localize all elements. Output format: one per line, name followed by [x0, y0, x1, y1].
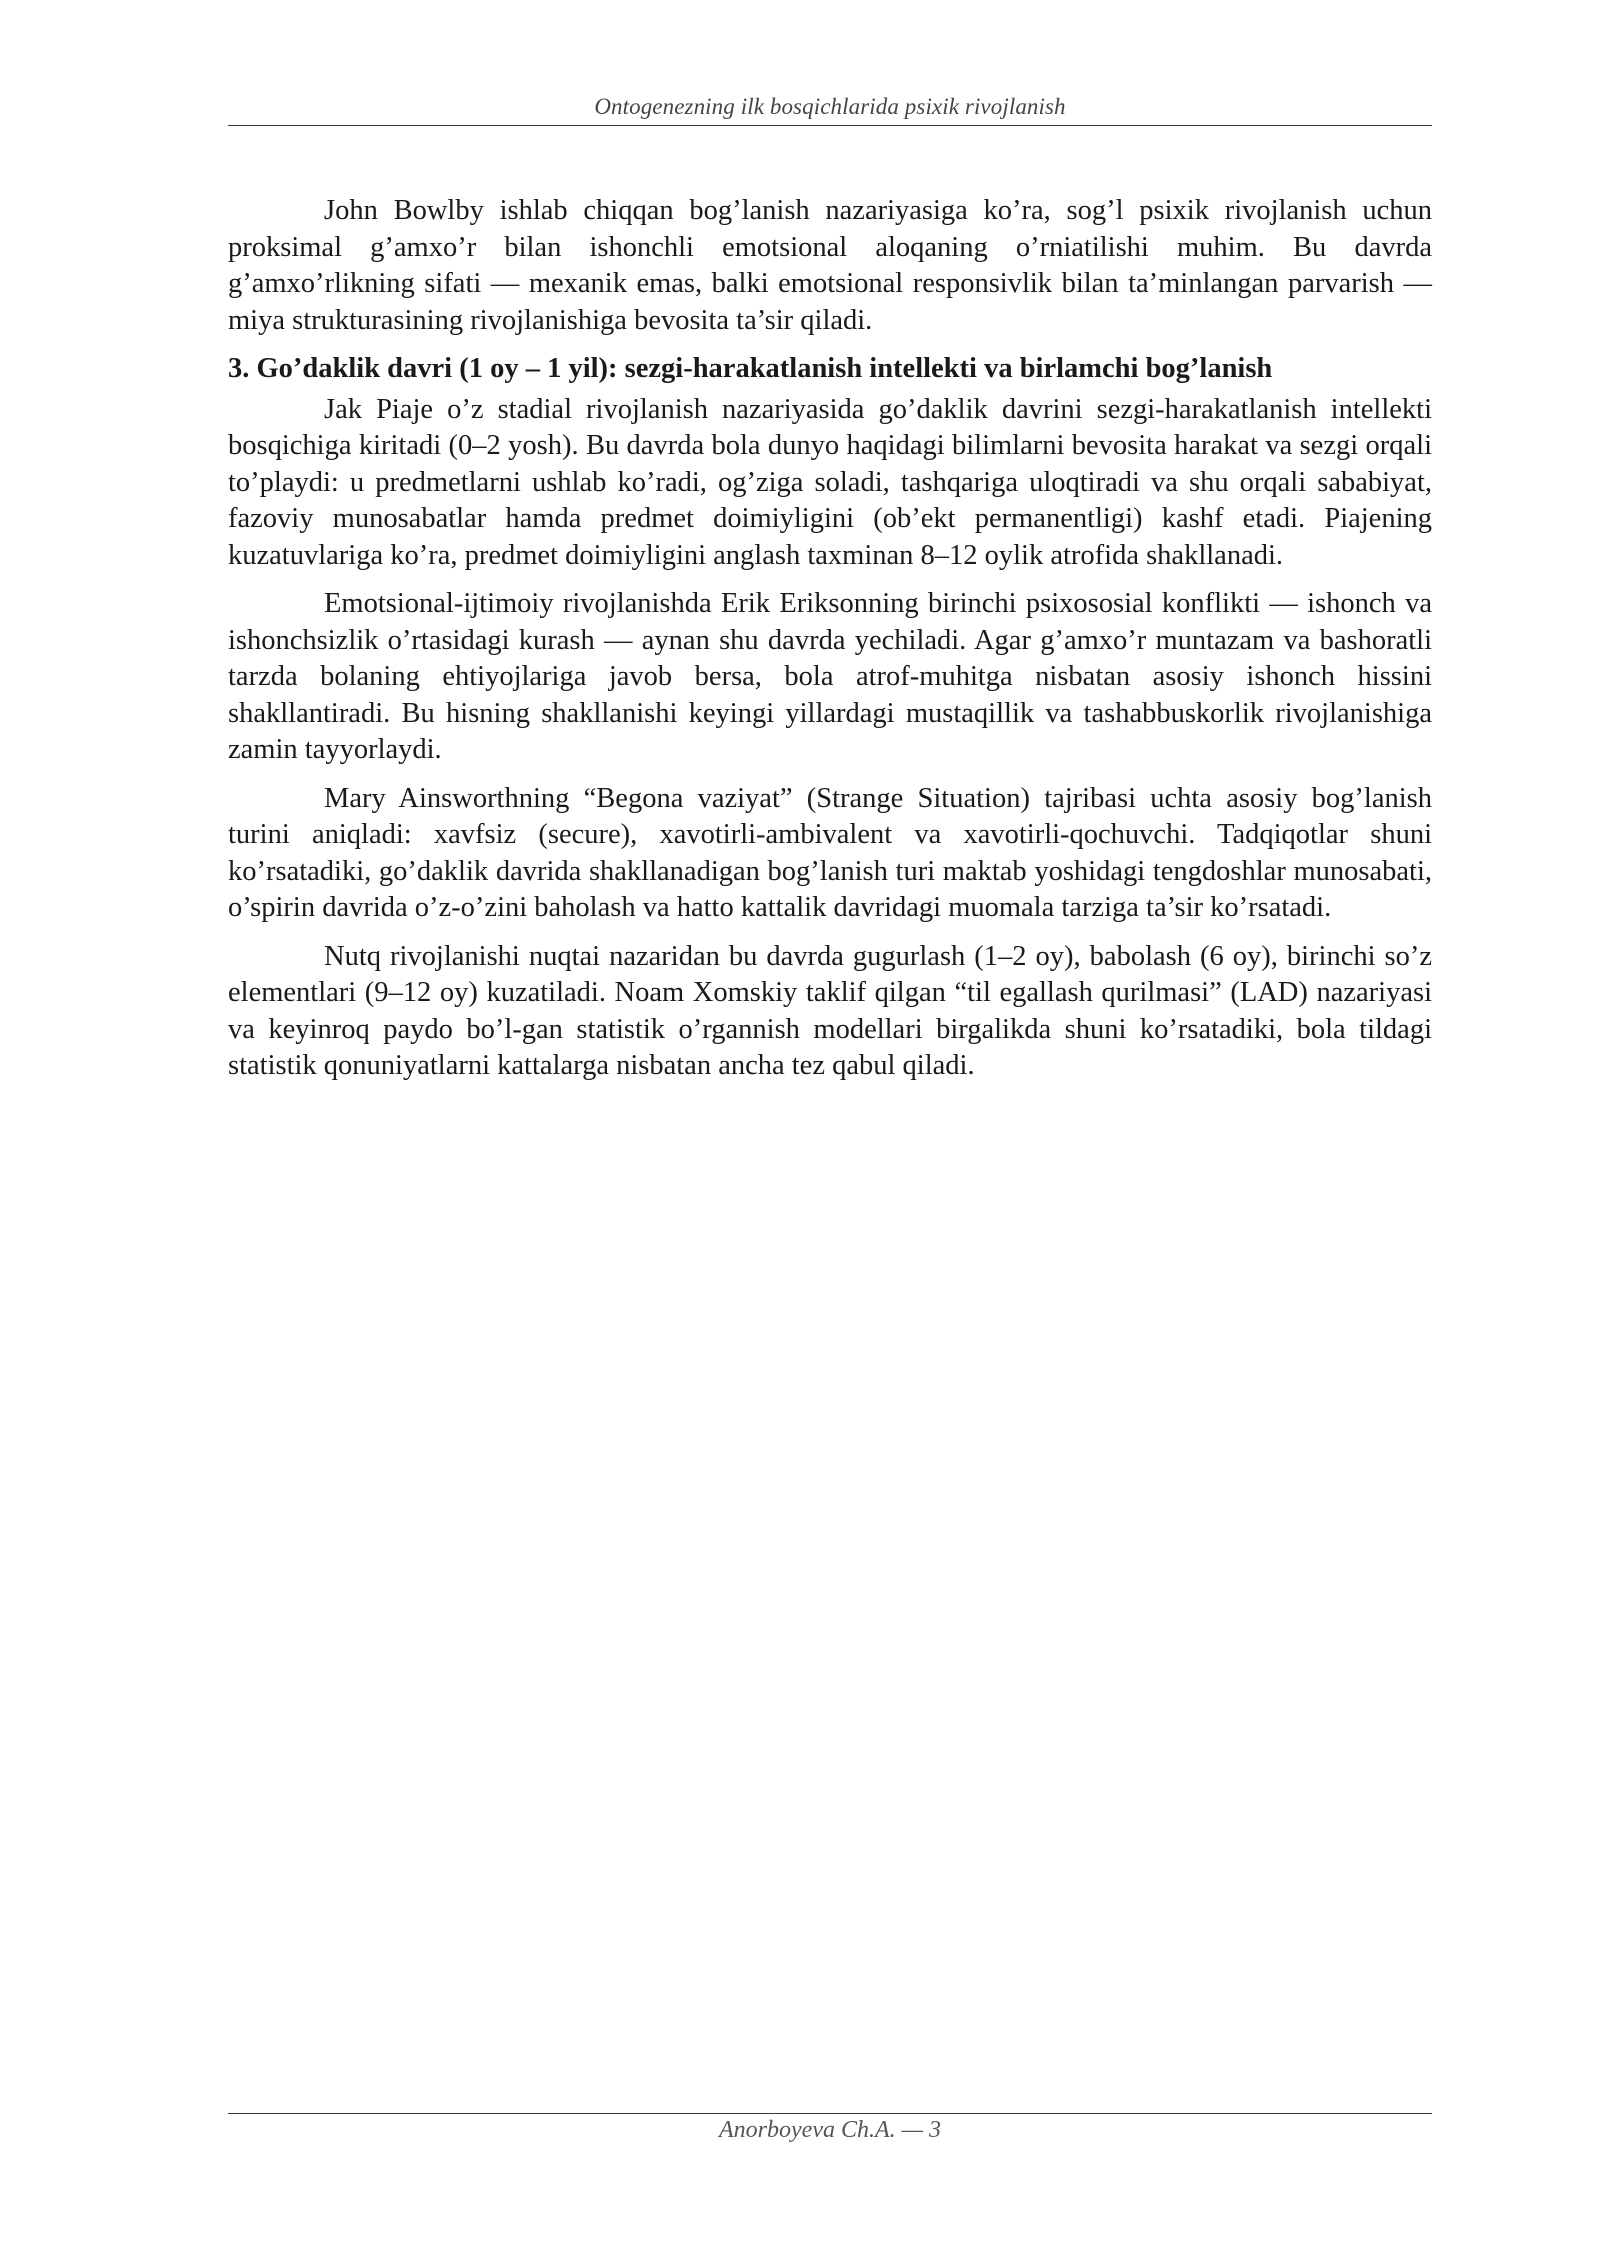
running-header: Ontogenezning ilk bosqichlarida psixik rivojlanish [594, 94, 1066, 119]
paragraph-erikson: Emotsional-ijtimoiy rivojlanishda Erik Eriksonning birinchi psixososial konflikti — ishonch va ishonchsizlik o’rtasidagi kurash — aynan shu davrda yechiladi. Agar g’amxo’r muntazam va bashoratli tarzda bolaning ehtiyojlariga javob bersa, bola atrof-muhitga nisbatan asosiy ishonch hissini shakllantiradi. Bu hisning shakllanishi keyingi yillardagi mustaqillik va tashabbuskorlik rivojlanishiga zamin tayyorlaydi. [228, 588, 1432, 765]
paragraph-bowlby: John Bowlby ishlab chiqqan bog’lanish nazariyasiga ko’ra, sog’l psixik rivojlanish uchun proksimal g’amxo’r bilan ishonchli emotsional aloqaning o’rniatilishi muhim. Bu davrda g’amxo’rlikning sifati — mexanik emas, balki emotsional responsivlik bilan ta’minlangan parvarish — miya strukturasining rivojlanishiga bevosita ta’sir qiladi. [228, 195, 1432, 336]
section-heading: 3. Go’daklik davri (1 oy – 1 yil): sezgi-harakatlanish intellekti va birlamchi bog’lanish [228, 353, 1273, 384]
paragraph-speech-development: Nutq rivojlanishi nuqtai nazaridan bu davrda gugurlash (1–2 oy), babolash (6 oy), birinchi so’z elementlari (9–12 oy) kuzatiladi. Noam Xomskiy taklif qilgan “til egallash qurilmasi” (LAD) nazariyasi va keyinroq paydo bo’l-gan statistik o’rgannish modellari birgalikda shuni ko’rsatadiki, bola tildagi statistik qonuniyatlarni kattalarga nisbatan ancha tez qabul qiladi. [228, 940, 1432, 1081]
paragraph-ainsworth: Mary Ainsworthning “Begona vaziyat” (Strange Situation) tajribasi uchta asosiy bog’lanish turini aniqladi: xavfsiz (secure), xavotirli-ambivalent va xavotirli-qochuvchi. Tadqiqotlar shuni ko’rsatadiki, go’daklik davrida shakllanadigan bog’lanish turi maktab yoshidagi tengdoshlar munosabati, o’spirin davrida o’z-o’zini baholash va hatto kattalik davridagi muomala tarziga ta’sir ko’rsatadi. [228, 782, 1432, 923]
page-footer: Anorboyeva Ch.A. — 3 [719, 2117, 941, 2143]
document-body [228, 193, 1432, 1097]
header-rule [228, 125, 1432, 126]
footer-rule [228, 2113, 1432, 2114]
paragraph-piaget: Jak Piaje o’z stadial rivojlanish nazariyasida go’daklik davrini sezgi-harakatlanish intellekti bosqichiga kiritadi (0–2 yosh). Bu davrda bola dunyo haqidagi bilimlarni bevosita harakat va sezgi orqali to’playdi: u predmetlarni ushlab ko’radi, og’ziga soladi, tashqariga uloqtiradi va shu orqali sababiyat, fazoviy munosabatlar hamda predmet doimiyligini (ob’ekt permanentligi) kashf etadi. Piajening kuzatuvlariga ko’ra, predmet doimiyligini anglash taxminan 8–12 oylik atrofida shakllanadi. [228, 393, 1432, 571]
